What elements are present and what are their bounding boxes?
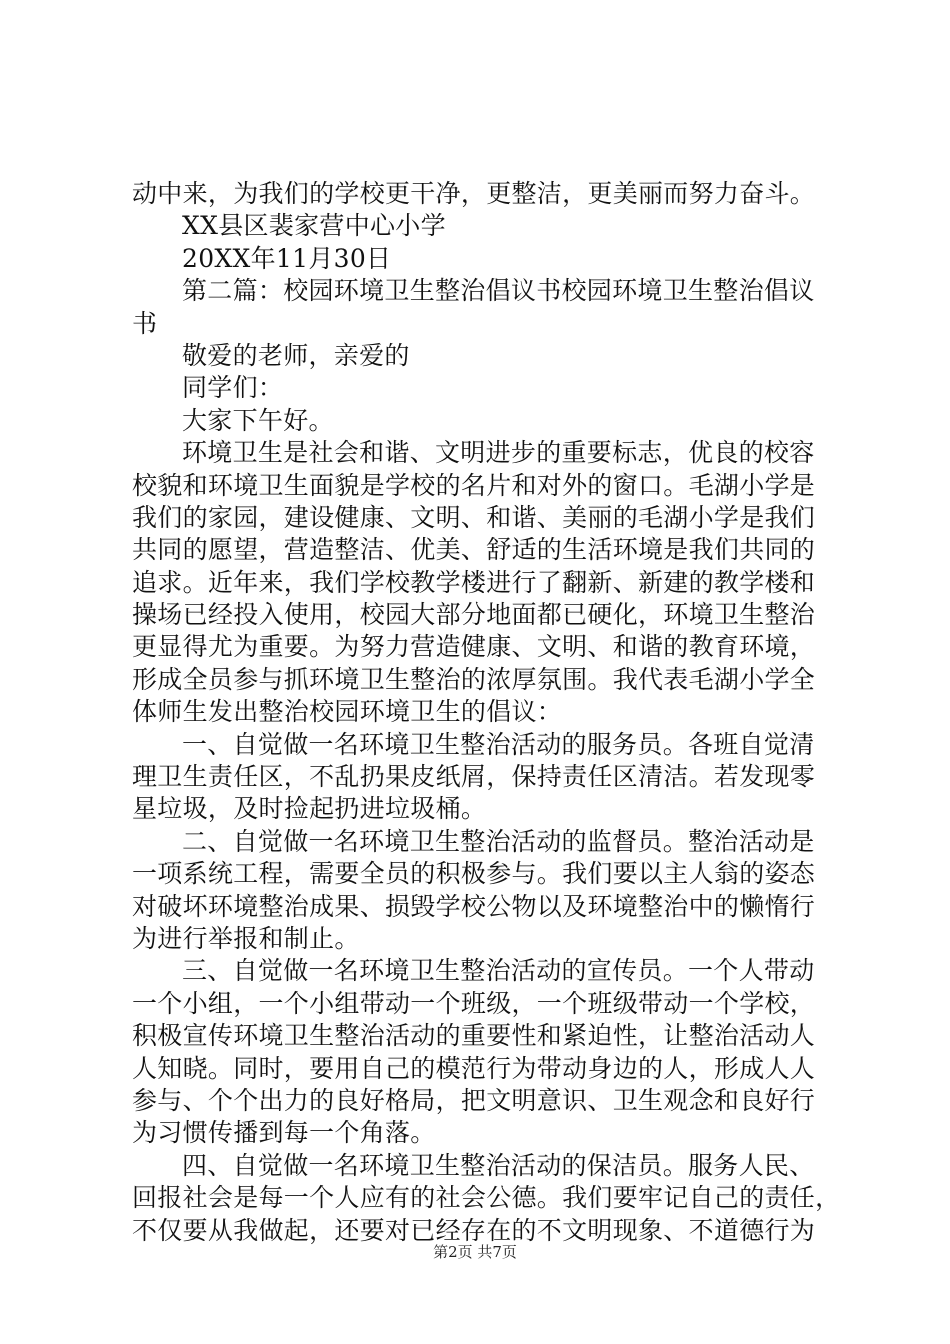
text-line: 同学们： bbox=[182, 373, 284, 403]
text-line: 动中来，为我们的学校更干净，更整洁，更美丽而努力奋斗。 bbox=[132, 179, 816, 208]
text-line: 不仅要从我做起，还要对已经存在的不文明现象、不道德行为 bbox=[132, 1215, 816, 1245]
text-line: 四、自觉做一名环境卫生整治活动的保洁员。服务人民、 bbox=[182, 1150, 815, 1180]
text-line: 操场已经投入使用，校园大部分地面都已硬化，环境卫生整治 bbox=[132, 600, 816, 630]
text-line: 对破坏环境整治成果、损毁学校公物以及环境整治中的懒惰行 bbox=[132, 891, 816, 921]
text-line: 20XX年11月30日 bbox=[182, 243, 392, 273]
text-line: 二、自觉做一名环境卫生整治活动的监督员。整治活动是 bbox=[182, 826, 815, 856]
text-line: 参与、个个出力的良好格局，把文明意识、卫生观念和良好行 bbox=[132, 1085, 816, 1115]
text-line: 追求。近年来，我们学校教学楼进行了翻新、新建的教学楼和 bbox=[132, 567, 816, 597]
page-footer: 第2页 共7页 bbox=[433, 1243, 517, 1261]
text-line: 第二篇：校园环境卫生整治倡议书校园环境卫生整治倡议 bbox=[182, 276, 815, 306]
document-body bbox=[132, 178, 841, 1247]
text-line: 积极宣传环境卫生整治活动的重要性和紧迫性，让整治活动人 bbox=[132, 1021, 816, 1051]
text-line: 星垃圾，及时捡起扔进垃圾桶。 bbox=[132, 794, 487, 824]
text-line: 回报社会是每一个人应有的社会公德。我们要牢记自己的责任， bbox=[132, 1183, 841, 1213]
text-line: 一、自觉做一名环境卫生整治活动的服务员。各班自觉清 bbox=[182, 729, 815, 759]
text-line: 为习惯传播到每一个角落。 bbox=[132, 1118, 436, 1148]
text-line: XX县区裴家营中心小学 bbox=[182, 211, 446, 241]
text-line: 校貌和环境卫生面貌是学校的名片和对外的窗口。毛湖小学是 bbox=[132, 470, 816, 500]
text-line: 形成全员参与抓环境卫生整治的浓厚氛围。我代表毛湖小学全 bbox=[132, 664, 816, 694]
text-line: 更显得尤为重要。为努力营造健康、文明、和谐的教育环境， bbox=[132, 632, 816, 662]
text-line: 为进行举报和制止。 bbox=[132, 923, 360, 953]
text-line: 我们的家园，建设健康、文明、和谐、美丽的毛湖小学是我们 bbox=[132, 502, 816, 532]
text-line: 环境卫生是社会和谐、文明进步的重要标志，优良的校容 bbox=[182, 438, 815, 468]
text-line: 共同的愿望，营造整洁、优美、舒适的生活环境是我们共同的 bbox=[132, 535, 816, 565]
text-line: 一项系统工程，需要全员的积极参与。我们要以主人翁的姿态 bbox=[132, 859, 816, 889]
text-line: 三、自觉做一名环境卫生整治活动的宣传员。一个人带动 bbox=[182, 956, 815, 986]
text-line: 大家下午好。 bbox=[182, 405, 334, 435]
text-line: 书 bbox=[132, 308, 158, 338]
text-line: 体师生发出整治校园环境卫生的倡议： bbox=[132, 697, 563, 727]
text-line: 理卫生责任区，不乱扔果皮纸屑，保持责任区清洁。若发现零 bbox=[132, 762, 816, 792]
text-line: 一个小组，一个小组带动一个班级，一个班级带动一个学校， bbox=[132, 988, 816, 1018]
text-line: 敬爱的老师，亲爱的 bbox=[182, 340, 410, 370]
text-line: 人知晓。同时，要用自己的模范行为带动身边的人，形成人人 bbox=[132, 1053, 816, 1083]
